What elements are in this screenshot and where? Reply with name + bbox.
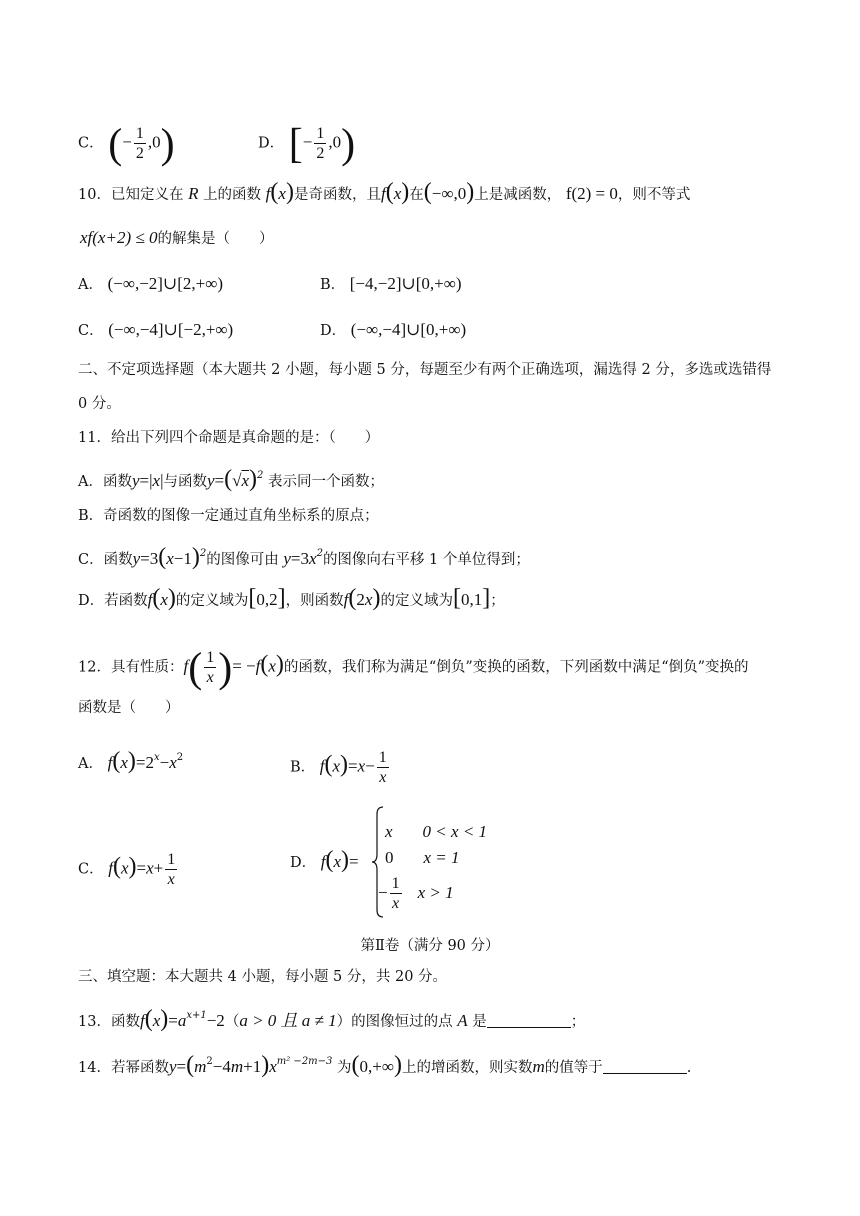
- q10-stem-line1: 10．已知定义在 R 上的函数 f(x)是奇函数，且f(x)在(−∞,0)上是减函数， f(2) = 0，则不等式: [78, 179, 691, 205]
- section2-heading-cont: 0 分。: [78, 396, 121, 412]
- q9-option-c: C． (− $\frac{1}{2}$ ,0): [78, 121, 175, 168]
- q10-option-b: B． [−4,−2]∪[0,+∞): [320, 274, 462, 293]
- option-label: C．: [78, 135, 104, 152]
- q11-option-a: A．函数y=|x|与函数$y=(√x)^2$ 表示同一个函数；: [78, 466, 384, 492]
- q10-option-d: D． (−∞,−4]∪[0,+∞): [320, 320, 467, 339]
- section2-heading: 二、不定项选择题（本大题共 2 小题，每小题 5 分，每题至少有两个正确选项，漏选得 2 分，多选或选错得: [78, 362, 772, 378]
- fraction: $\frac{1}{x}$: [391, 875, 400, 912]
- q10-option-c: C． (−∞,−4]∪[−2,+∞): [78, 320, 234, 339]
- q12-option-a: A． $f(x)=2^x-x^2$: [78, 748, 184, 774]
- answer-blank[interactable]: [487, 1013, 571, 1028]
- q12-option-c: C． f(x)=x+ $\frac{1}{x}$: [78, 851, 176, 888]
- q12-stem-line1: 12．具有性质：f( $\frac{1}{x}$ )= −f(x)的函数，我们称为满足“倒负”变换的函数，下列函数中满足“倒负”变换的: [78, 645, 749, 692]
- q14-stem: 14．若幂函数$y=(m^2-4m+1)x^{m^2 -2m-3}$ 为(0,+∞)上的增函数，则实数m的值等于 .: [78, 1052, 692, 1078]
- part2-title: 第Ⅱ卷（满分 90 分）: [360, 938, 500, 954]
- q12-option-d: D． f(x)=: [290, 847, 359, 873]
- q11-option-c: C．函数$y=3(x-1)^2$的图像可由 $y=3x^2$的图像向右平移 1 个单位得到；: [78, 544, 530, 570]
- q9-option-d: D． [− $\frac{1}{2}$ ,0): [258, 121, 356, 168]
- fraction: $\frac{1}{x}$: [167, 851, 176, 888]
- q10-stem-line2: xf(x+2) ≤ 0的解集是（ ）: [80, 228, 274, 247]
- fraction: $\frac{1}{2}$: [316, 125, 325, 162]
- fraction: $\frac{1}{x}$: [206, 649, 215, 686]
- q11-option-b: B．奇函数的图像一定通过直角坐标系的原点；: [78, 508, 379, 524]
- option-label: D．: [258, 135, 285, 152]
- q11-option-d: D．若函数f(x)的定义域为[0,2]，则函数f(2x)的定义域为[0,1]；: [78, 585, 505, 611]
- piecewise-case-2: 0 x = 1: [385, 848, 460, 867]
- q12-stem-line2: 函数是（ ）: [78, 700, 180, 716]
- section3-heading: 三、填空题：本大题共 4 小题，每小题 5 分，共 20 分。: [78, 969, 448, 985]
- q12-option-b: B． f(x)=x− $\frac{1}{x}$: [290, 749, 387, 786]
- q13-stem: 13．函数$f(x)=a^{x+1}-2(a > 0$ 且 a ≠ 1）的图像恒过的点 A 是 ；: [78, 1006, 586, 1032]
- fraction: $\frac{1}{x}$: [378, 749, 387, 786]
- fraction: $\frac{1}{2}$: [135, 125, 144, 162]
- piecewise-case-3: − $\frac{1}{x}$ x > 1: [378, 875, 454, 912]
- piecewise-case-1: x 0 < x < 1: [385, 822, 488, 841]
- answer-blank[interactable]: [603, 1059, 687, 1074]
- q11-stem: 11．给出下列四个命题是真命题的是：（ ）: [78, 430, 380, 446]
- q10-option-a: A． (−∞,−2]∪[2,+∞): [78, 274, 223, 293]
